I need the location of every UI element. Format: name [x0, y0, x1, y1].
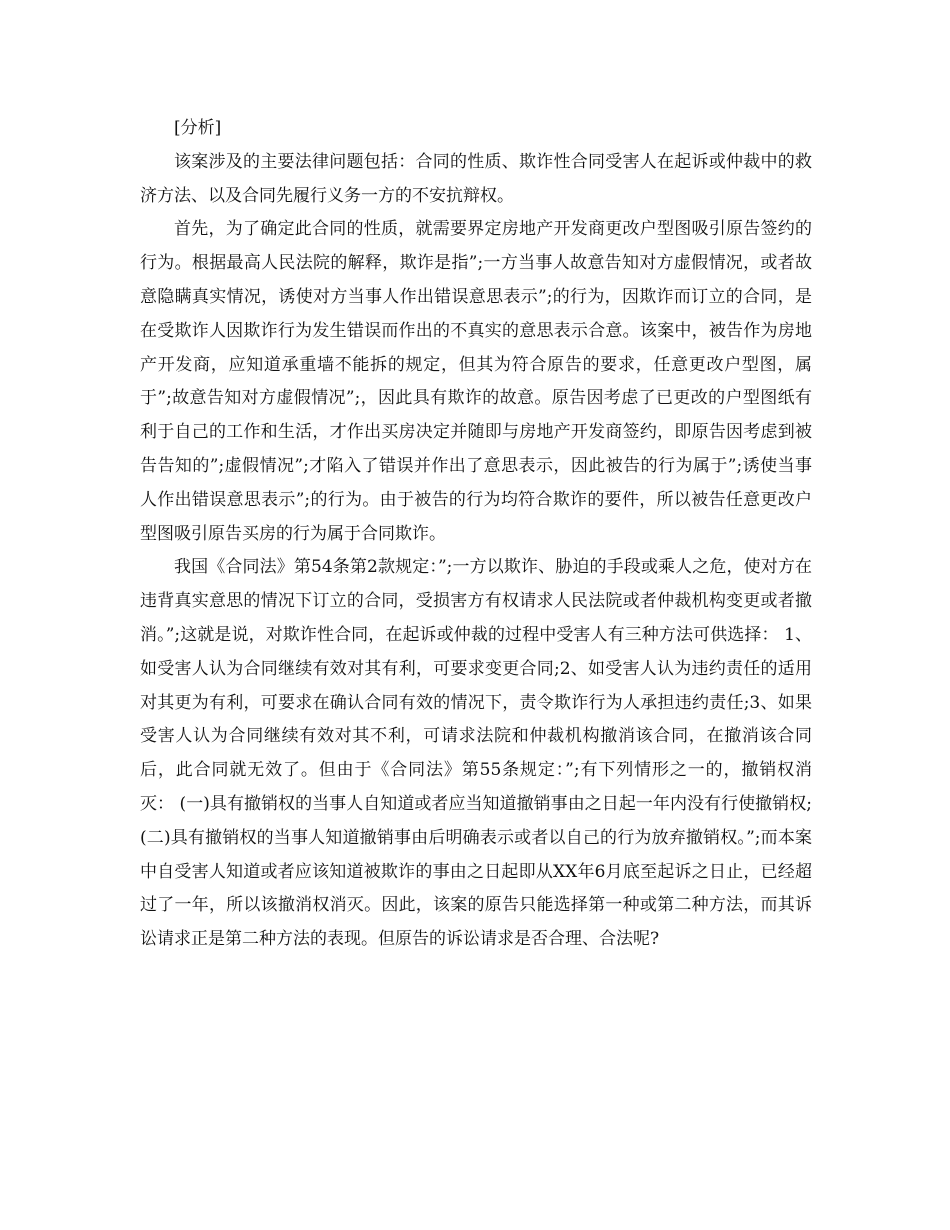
paragraph-legal-issues: 该案涉及的主要法律问题包括：合同的性质、欺诈性合同受害人在起诉或仲裁中的救济方法、以及合同先履行义务一方的不安抗辩权。 — [140, 151, 812, 206]
section-heading: [分析] — [174, 118, 222, 138]
paragraph-contract-law-remedies: 我国《合同法》第54条第2款规定：”;一方以欺诈、胁迫的手段或乘人之危，使对方在违背真实意思的情况下订立的合同，受损害方有权请求人民法院或者仲裁机构变更或者撤消。”;这就是说，对欺诈性合同，在起诉或仲裁的过程中受害人有三种方法可供选择： 1、如受害人认为合同继续有效对其有利，可要求变更合同;2、如受害人认为违约责任的适用对其更为有利，可要求在确认合同有效的情况下，责令欺诈行为人承担违约责任;3、如果受害人认为合同继续有效对其不利，可请求法院和仲裁机构撤消该合同，在撤消该合同后，此合同就无效了。但由于《合同法》第55条规定：”;有下列情形之一的，撤销权消灭： (一)具有撤销权的当事人自知道或者应当知道撤销事由之日起一年内没有行使撤销权;(二)具有撤销权的当事人知道撤销事由后明确表示或者以自己的行为放弃撤销权。”;而本案中自受害人知道或者应该知道被欺诈的事由之日起即从XX年6月底至起诉之日止，已经超过了一年，所以该撤消权消灭。因此，该案的原告只能选择第一种或第二种方法，而其诉讼请求正是第二种方法的表现。但原告的诉讼请求是否合理、合法呢? — [140, 557, 812, 950]
paragraph-fraud-analysis: 首先，为了确定此合同的性质，就需要界定房地产开发商更改户型图吸引原告签约的行为。根据最高人民法院的解释，欺诈是指”;一方当事人故意告知对方虚假情况，或者故意隐瞒真实情况，诱使对方当事人作出错误意思表示”;的行为，因欺诈而订立的合同，是在受欺诈人因欺诈行为发生错误而作出的不真实的意思表示合意。该案中，被告作为房地产开发商，应知道承重墙不能拆的规定，但其为符合原告的要求，任意更改户型图，属于”;故意告知对方虚假情况”;，因此具有欺诈的故意。原告因考虑了已更改的户型图纸有利于自己的工作和生活，才作出买房决定并随即与房地产开发商签约，即原告因考虑到被告告知的”;虚假情况”;才陷入了错误并作出了意思表示，因此被告的行为属于”;诱使当事人作出错误意思表示”;的行为。由于被告的行为均符合欺诈的要件，所以被告任意更改户型图吸引原告买房的行为属于合同欺诈。 — [140, 219, 812, 544]
document-body — [140, 112, 812, 957]
